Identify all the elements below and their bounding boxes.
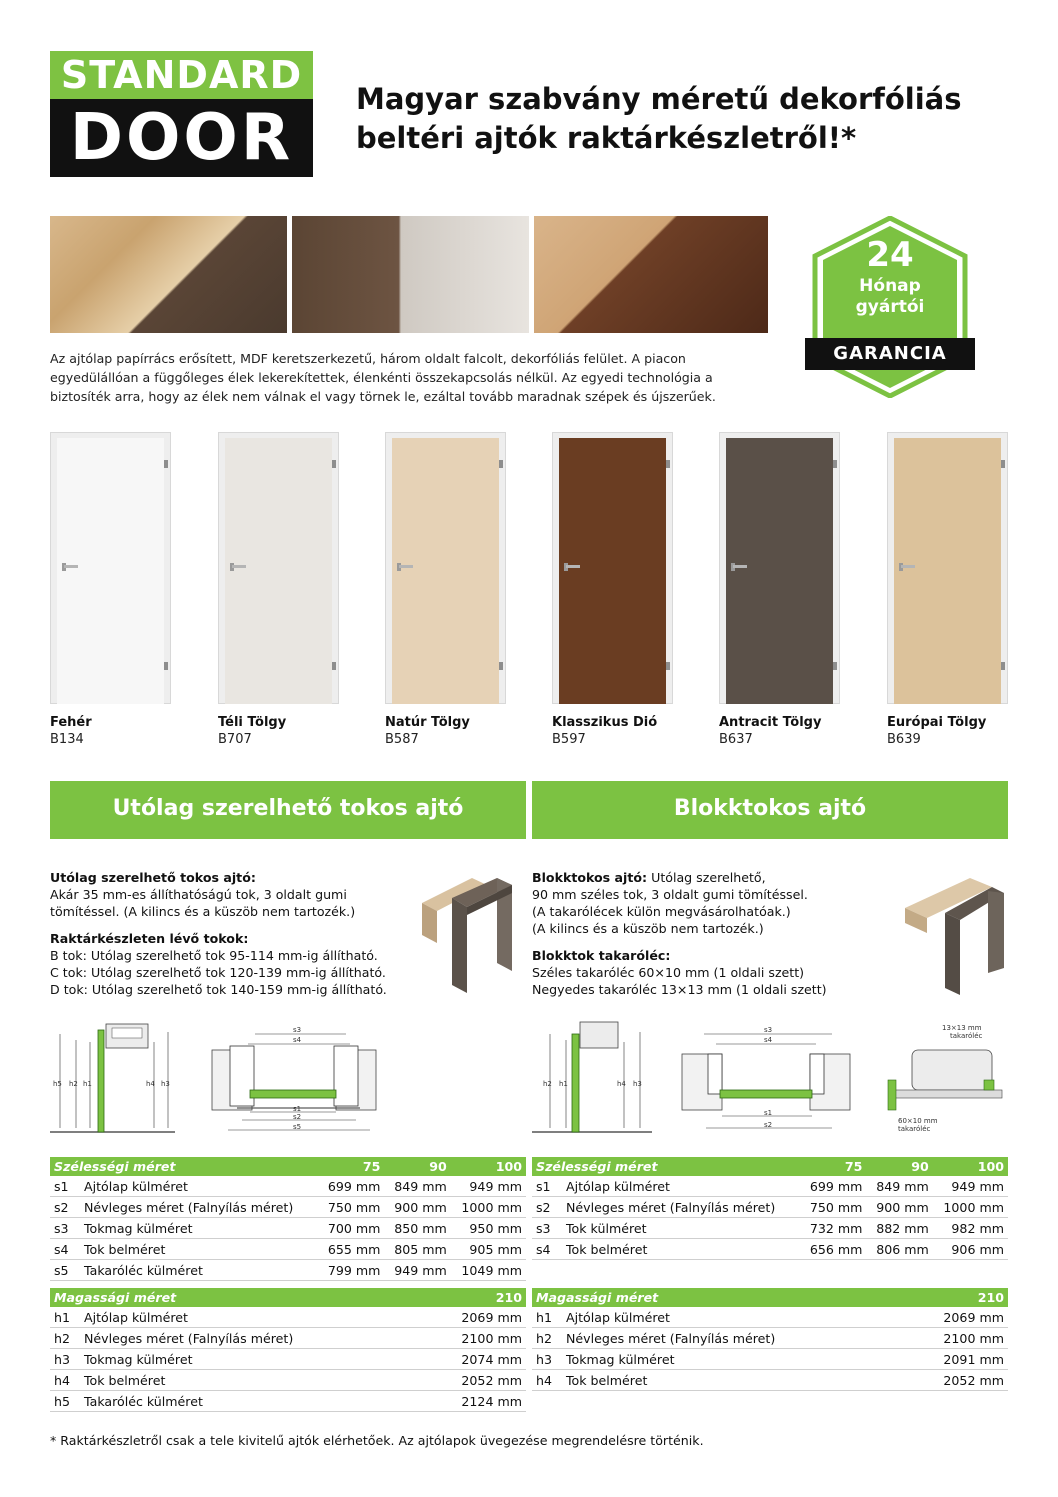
table-cell: Tok belméret <box>80 1370 419 1391</box>
table-header-row <box>50 1288 526 1307</box>
door-image <box>887 432 1008 704</box>
brand-logo <box>50 51 313 177</box>
table-cell: 732 mm <box>800 1218 866 1239</box>
table-cell: h1 <box>532 1307 562 1328</box>
table-row <box>50 1349 526 1370</box>
table-row <box>50 1260 526 1281</box>
table-cell: 799 mm <box>318 1260 384 1281</box>
table-cell: 805 mm <box>384 1239 450 1260</box>
trim-label-13b: takaróléc <box>950 1032 983 1040</box>
table-header-cell: 75 <box>800 1157 866 1176</box>
dim-label-s4: s4 <box>293 1036 302 1044</box>
retrofit-description <box>50 869 410 998</box>
foil-edge-photo <box>534 216 768 333</box>
trim-label-60b: takaróléc <box>898 1125 931 1133</box>
dim-label-s3: s3 <box>293 1026 302 1034</box>
dim-label-s1: s1 <box>764 1109 773 1117</box>
retrofit-line: tömítéssel. (A kilincs és a küszöb nem tartozék.) <box>50 904 356 919</box>
door-code: B597 <box>552 732 586 747</box>
retrofit-frame-image <box>412 873 524 997</box>
table-cell: 699 mm <box>800 1176 866 1197</box>
table-cell: 750 mm <box>318 1197 384 1218</box>
door-code: B639 <box>887 732 921 747</box>
table-header-cell: Szélességi méret <box>50 1157 318 1176</box>
table-cell: Tokmag külméret <box>80 1349 419 1370</box>
dim-label-s1: s1 <box>293 1105 302 1113</box>
table-cell: 849 mm <box>866 1176 932 1197</box>
table-cell: Ajtólap külméret <box>80 1307 419 1328</box>
table-cell: 699 mm <box>318 1176 384 1197</box>
badge-line-2: gyártói <box>855 297 925 317</box>
door-image <box>719 432 840 704</box>
table-cell: 2074 mm <box>419 1349 526 1370</box>
table-cell: 1000 mm <box>451 1197 526 1218</box>
block-dimension-diagram <box>532 1020 1008 1145</box>
door-name: Natúr Tölgy <box>385 715 470 730</box>
table-row <box>50 1197 526 1218</box>
table-row <box>50 1370 526 1391</box>
footnote: * Raktárkészletről csak a tele kivitelű ajtók elérhetőek. Az ajtólapok üvegezése megrendelésre történik. <box>50 1433 704 1448</box>
block-title: Blokktokos ajtó: <box>532 870 648 885</box>
dim-label-h5: h5 <box>53 1080 62 1088</box>
table-row <box>532 1239 1008 1260</box>
table-cell: 882 mm <box>866 1218 932 1239</box>
table-row <box>532 1197 1008 1218</box>
table-cell: Ajtólap külméret <box>80 1176 318 1197</box>
table-header-cell: 100 <box>933 1157 1008 1176</box>
door-hinge-icon <box>1001 662 1005 670</box>
table-row <box>532 1218 1008 1239</box>
table-cell: h2 <box>532 1328 562 1349</box>
door-image <box>50 432 171 704</box>
table-row <box>50 1218 526 1239</box>
table-cell: Tok belméret <box>562 1239 800 1260</box>
table-cell: 949 mm <box>451 1176 526 1197</box>
table-cell: Tokmag külméret <box>80 1218 318 1239</box>
door-handle-icon <box>899 563 917 573</box>
table-header-cell: Magassági méret <box>532 1288 901 1307</box>
block-line: (A kilincs és a küszöb nem tartozék.) <box>532 921 764 936</box>
dim-label-s2: s2 <box>293 1113 302 1121</box>
door-hinge-icon <box>833 460 837 468</box>
table-row <box>50 1239 526 1260</box>
table-row <box>532 1349 1008 1370</box>
headline-line-2: beltéri ajtók raktárkészletről!* <box>356 121 857 155</box>
right-height-table <box>532 1288 1008 1391</box>
table-cell: Névleges méret (Falnyílás méret) <box>562 1328 901 1349</box>
table-cell: Tokmag külméret <box>562 1349 901 1370</box>
trim-label-13: 13×13 mm <box>942 1024 982 1032</box>
table-cell: Tok külméret <box>562 1218 800 1239</box>
door-handle-icon <box>230 563 248 573</box>
door-code: B707 <box>218 732 252 747</box>
table-cell: 750 mm <box>800 1197 866 1218</box>
table-cell: 1000 mm <box>933 1197 1008 1218</box>
trim-label-60: 60×10 mm <box>898 1117 938 1125</box>
dim-label-h2: h2 <box>543 1080 552 1088</box>
table-cell: Névleges méret (Falnyílás méret) <box>562 1197 800 1218</box>
table-row <box>532 1370 1008 1391</box>
door-image <box>552 432 673 704</box>
door-hinge-icon <box>1001 460 1005 468</box>
table-cell: 2052 mm <box>419 1370 526 1391</box>
table-cell: s3 <box>50 1218 80 1239</box>
block-line: 90 mm széles tok, 3 oldalt gumi tömítéssel. <box>532 887 808 902</box>
guarantee-badge <box>805 216 975 398</box>
table-row <box>532 1328 1008 1349</box>
table-cell: h4 <box>50 1370 80 1391</box>
dim-label-h4: h4 <box>617 1080 626 1088</box>
table-cell: s4 <box>50 1239 80 1260</box>
table-cell: 2069 mm <box>419 1307 526 1328</box>
table-cell: s1 <box>532 1176 562 1197</box>
door-hinge-icon <box>164 460 168 468</box>
table-header-cell: 75 <box>318 1157 384 1176</box>
table-cell: 2124 mm <box>419 1391 526 1412</box>
stock-frames-title: Raktárkészleten lévő tokok: <box>50 931 249 946</box>
table-cell: 900 mm <box>384 1197 450 1218</box>
door-hinge-icon <box>666 662 670 670</box>
table-cell: s2 <box>532 1197 562 1218</box>
table-cell: s4 <box>532 1239 562 1260</box>
table-cell: 2100 mm <box>901 1328 1008 1349</box>
table-header-cell: Szélességi méret <box>532 1157 800 1176</box>
table-row <box>50 1391 526 1412</box>
dim-label-s4: s4 <box>764 1036 773 1044</box>
table-header-cell: 100 <box>451 1157 526 1176</box>
section-banner-retrofit: Utólag szerelhető tokos ajtó <box>50 781 526 839</box>
left-height-table <box>50 1288 526 1412</box>
table-cell: Ajtólap külméret <box>562 1176 800 1197</box>
table-cell: Névleges méret (Falnyílás méret) <box>80 1197 318 1218</box>
dim-label-h3: h3 <box>633 1080 642 1088</box>
door-hinge-icon <box>499 662 503 670</box>
door-handle-icon <box>62 563 80 573</box>
door-name: Klasszikus Dió <box>552 715 658 730</box>
block-line: (A takarólécek külön megvásárolhatóak.) <box>532 904 791 919</box>
door-name: Téli Tölgy <box>218 715 287 730</box>
table-cell: Tok belméret <box>80 1239 318 1260</box>
page-headline <box>356 80 1016 158</box>
dim-label-h2: h2 <box>69 1080 78 1088</box>
intro-paragraph: Az ajtólap papírrács erősített, MDF keretszerkezetű, három oldalt falcolt, dekorfóliás felület. A piacon egyedülállóan a függőleges élek lekerekítettek, élenkénti összekapcsolás nélkül. Az egyedi technológia a biztosíték arra, hogy az élek nem válnak el vagy törnek le, ezáltal tovább maradnak szépek és újszerűek. <box>50 351 716 404</box>
table-cell: 949 mm <box>384 1260 450 1281</box>
door-image <box>385 432 506 704</box>
table-cell: 900 mm <box>866 1197 932 1218</box>
block-description <box>532 869 892 998</box>
table-cell: 1049 mm <box>451 1260 526 1281</box>
table-header-cell: 90 <box>866 1157 932 1176</box>
table-cell: h3 <box>50 1349 80 1370</box>
rounded-edge-photo <box>292 216 529 333</box>
right-width-table <box>532 1157 1008 1260</box>
dim-label-h1: h1 <box>559 1080 568 1088</box>
table-cell: s1 <box>50 1176 80 1197</box>
block-title-rest: Utólag szerelhető, <box>647 870 766 885</box>
table-cell: s5 <box>50 1260 80 1281</box>
trim-wide: Széles takaróléc 60×10 mm (1 oldali szett) <box>532 965 805 980</box>
table-cell: 982 mm <box>933 1218 1008 1239</box>
table-cell: 2091 mm <box>901 1349 1008 1370</box>
table-cell: h1 <box>50 1307 80 1328</box>
badge-number: 24 <box>866 235 914 275</box>
door-hinge-icon <box>499 460 503 468</box>
table-cell: 656 mm <box>800 1239 866 1260</box>
stock-frame-c: C tok: Utólag szerelhető tok 120-139 mm-ig állítható. <box>50 965 386 980</box>
badge-line-1: Hónap <box>859 276 921 296</box>
door-handle-icon <box>564 563 582 573</box>
door-code: B637 <box>719 732 753 747</box>
table-row <box>50 1176 526 1197</box>
logo-line-door: DOOR <box>50 99 313 177</box>
table-header-cell: Magassági méret <box>50 1288 419 1307</box>
door-handle-icon <box>397 563 415 573</box>
door-hinge-icon <box>833 662 837 670</box>
table-cell: s3 <box>532 1218 562 1239</box>
table-row <box>532 1307 1008 1328</box>
trim-title: Blokktok takaróléc: <box>532 948 671 963</box>
table-header-cell: 210 <box>419 1288 526 1307</box>
retrofit-line: Akár 35 mm-es állíthatóságú tok, 3 oldalt gumi <box>50 887 347 902</box>
retrofit-dimension-diagram <box>50 1020 525 1145</box>
table-cell: Tok belméret <box>562 1370 901 1391</box>
table-header-row <box>532 1288 1008 1307</box>
table-cell: 655 mm <box>318 1239 384 1260</box>
door-code: B587 <box>385 732 419 747</box>
table-cell: 2052 mm <box>901 1370 1008 1391</box>
door-name: Fehér <box>50 715 92 730</box>
table-cell: h2 <box>50 1328 80 1349</box>
table-cell: 700 mm <box>318 1218 384 1239</box>
table-cell: 806 mm <box>866 1239 932 1260</box>
door-code: B134 <box>50 732 84 747</box>
left-width-table <box>50 1157 526 1281</box>
stock-frame-b: B tok: Utólag szerelhető tok 95-114 mm-ig állítható. <box>50 948 378 963</box>
section-banner-block: Blokktokos ajtó <box>532 781 1008 839</box>
table-cell: h3 <box>532 1349 562 1370</box>
dim-label-h4: h4 <box>146 1080 155 1088</box>
table-cell: 2100 mm <box>419 1328 526 1349</box>
dim-label-h3: h3 <box>161 1080 170 1088</box>
table-header-row <box>532 1157 1008 1176</box>
table-cell: 905 mm <box>451 1239 526 1260</box>
door-handle-icon <box>731 563 749 573</box>
table-cell: Takaróléc külméret <box>80 1260 318 1281</box>
table-header-row <box>50 1157 526 1176</box>
door-name: Antracit Tölgy <box>719 715 822 730</box>
door-hinge-icon <box>332 460 336 468</box>
table-row <box>50 1307 526 1328</box>
retrofit-title: Utólag szerelhető tokos ajtó: <box>50 870 256 885</box>
logo-line-standard: STANDARD <box>50 51 313 99</box>
table-cell: h4 <box>532 1370 562 1391</box>
door-hinge-icon <box>666 460 670 468</box>
table-cell: Névleges méret (Falnyílás méret) <box>80 1328 419 1349</box>
headline-line-1: Magyar szabvány méretű dekorfóliás <box>356 82 962 116</box>
table-cell: 849 mm <box>384 1176 450 1197</box>
table-cell: h5 <box>50 1391 80 1412</box>
stock-frame-d: D tok: Utólag szerelhető tok 140-159 mm-ig állítható. <box>50 982 387 997</box>
door-hinge-icon <box>332 662 336 670</box>
table-header-cell: 210 <box>901 1288 1008 1307</box>
dim-label-s3: s3 <box>764 1026 773 1034</box>
block-frame-image <box>900 873 1008 997</box>
table-header-cell: 90 <box>384 1157 450 1176</box>
door-name: Európai Tölgy <box>887 715 987 730</box>
table-cell: s2 <box>50 1197 80 1218</box>
table-cell: 950 mm <box>451 1218 526 1239</box>
badge-ribbon: GARANCIA <box>833 343 947 364</box>
table-cell: 906 mm <box>933 1239 1008 1260</box>
table-row <box>532 1176 1008 1197</box>
door-hinge-icon <box>164 662 168 670</box>
dim-label-s2: s2 <box>764 1121 773 1129</box>
table-cell: 850 mm <box>384 1218 450 1239</box>
dim-label-s5: s5 <box>293 1123 302 1131</box>
door-image <box>218 432 339 704</box>
table-cell: Ajtólap külméret <box>562 1307 901 1328</box>
table-cell: 2069 mm <box>901 1307 1008 1328</box>
dim-label-h1: h1 <box>83 1080 92 1088</box>
table-row <box>50 1328 526 1349</box>
honeycomb-core-photo <box>50 216 287 333</box>
trim-quarter: Negyedes takaróléc 13×13 mm (1 oldali szett) <box>532 982 827 997</box>
table-cell: 949 mm <box>933 1176 1008 1197</box>
table-cell: Takaróléc külméret <box>80 1391 419 1412</box>
